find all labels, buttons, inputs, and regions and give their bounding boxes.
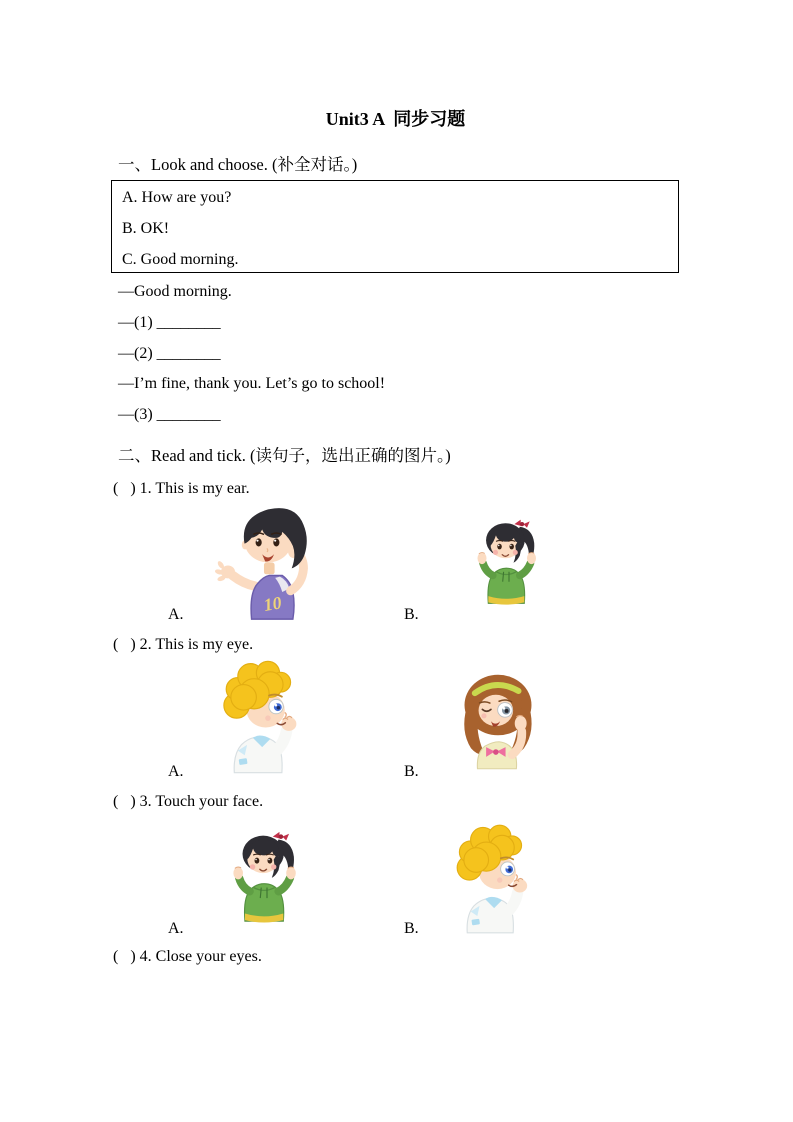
illustration-boy-blonde-fist: [437, 816, 549, 942]
question-2-text: ( ) 2. This is my eye.: [113, 636, 254, 653]
dialogue-line-blank-2: —(2) ________: [118, 345, 221, 362]
answer-options-box: [111, 180, 679, 273]
page-title: Unit3 A 同步习题: [325, 109, 466, 129]
illustration-girl-green-hoodie: [219, 824, 315, 928]
question-4-text: ( ) 4. Close your eyes.: [113, 948, 262, 965]
question-1-option-a-label: A.: [168, 606, 184, 623]
question-3-text: ( ) 3. Touch your face.: [113, 793, 264, 810]
question-3-option-b-label: B.: [404, 920, 419, 937]
dialogue-line-blank-3: —(3) ________: [118, 406, 221, 423]
section2-heading: 二、Read and tick. (读句子，选出正确的图片。): [118, 446, 451, 465]
option-b-text: B. OK!: [122, 220, 170, 237]
section1-heading: 一、Look and choose. (补全对话。): [118, 155, 358, 174]
illustration-girl-green-hoodie: [464, 510, 554, 612]
question-1-option-b-label: B.: [404, 606, 419, 623]
illustration-girl-winking-eye: [442, 664, 554, 772]
dialogue-line: —Good morning.: [118, 283, 232, 300]
option-a-text: A. How are you?: [122, 189, 232, 206]
question-3-option-a-label: A.: [168, 920, 184, 937]
question-2-option-a-label: A.: [168, 763, 184, 780]
illustration-boy-blonde-fist: [203, 659, 319, 775]
question-1-text: ( ) 1. This is my ear.: [113, 480, 250, 497]
illustration-boy-listening-ear: [215, 502, 333, 623]
option-c-text: C. Good morning.: [122, 251, 239, 268]
question-2-option-b-label: B.: [404, 763, 419, 780]
dialogue-line-blank-1: —(1) ________: [118, 314, 221, 331]
dialogue-line: —I’m fine, thank you. Let’s go to school!: [118, 375, 386, 392]
